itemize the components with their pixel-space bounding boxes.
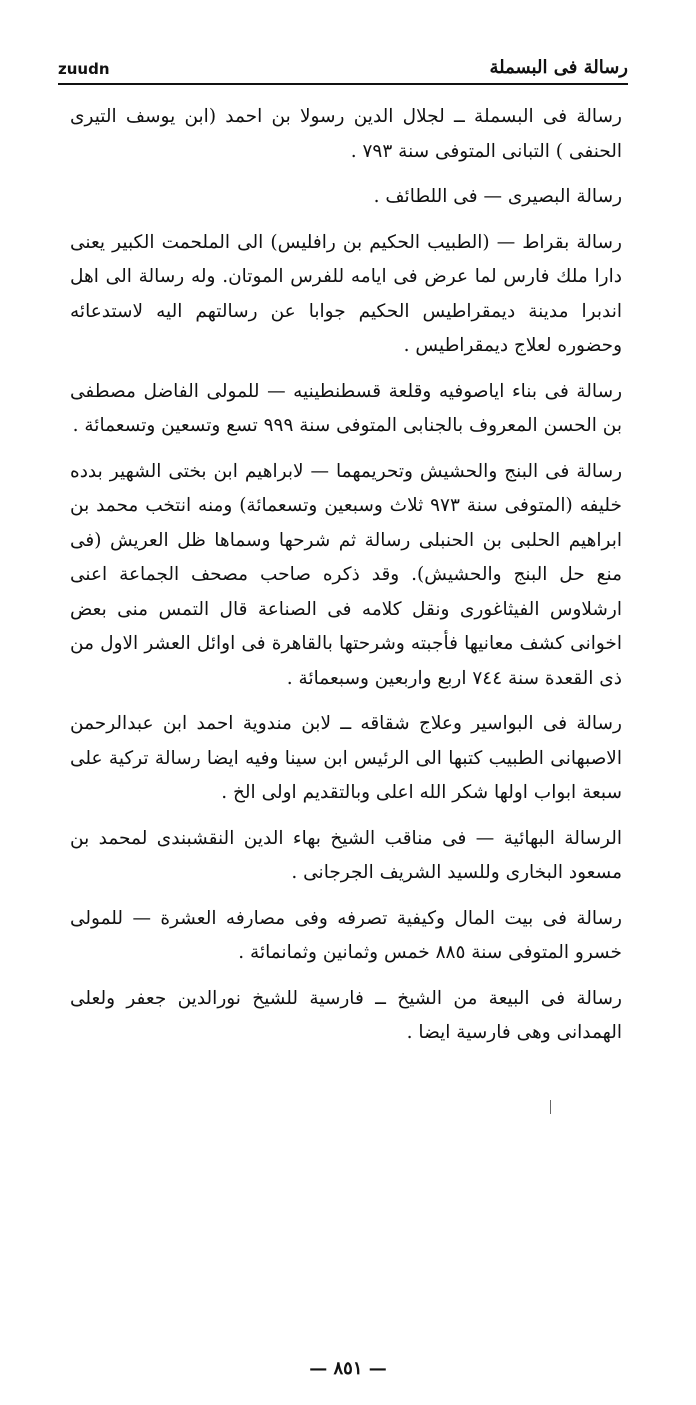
scan-mark xyxy=(550,1100,551,1114)
entry-text: رسالة فى بيت المال وكيفية تصرفه وفى مصارفه العشرة — للمولى خسرو المتوفى سنة ٨٨٥ خمس وثمانين وثمانمائة . xyxy=(70,907,622,963)
folio-code: zuudn xyxy=(58,60,110,78)
header-rule xyxy=(58,83,628,85)
entry-ayasofya xyxy=(70,375,622,444)
entry-bawasir xyxy=(70,707,622,811)
entry-text: رسالة البصيرى — فى اللطائف . xyxy=(373,186,622,207)
entry-text: رسالة فى البنج والحشيش وتحريمهما — لابراهيم ابن بختى الشهير بدده خليفه (المتوفى سنة ٩٧٣ ثلاث وسبعين وتسعمائة) ومنه انتخب محمد بن ابراهيم الحلبى بن الحنبلى رسالة ثم شرحها وسماها ظل العريش (فى منع حل البنج والحشيش). وقد ذكره صاحب مصحف الجماعة اعنى ارشلاوس الفيثاغوری ونقل كلامه فى الصناعة قال التمس منى بعض اخوانى كشف معانيها فأجبته وشرحتها بالقاهرة فى اوائل العشر الاول من ذى القعدة سنة ٧٤٤ اربع واربعين وسبعمائة . xyxy=(70,460,622,689)
entry-basmala xyxy=(70,100,622,169)
entry-buqrat xyxy=(70,226,622,364)
entry-text: رسالة بقراط — (الطبيب الحكيم بن رافليس) الى الملحمت الكبير يعنى دارا ملك فارس لما عرض فى ايامه للفرس الموتان. وله رسالة الى اهل اندبرا مدينة ديمقراطيس الحكيم جوابا عن رسالتهم اليه لاستدعائه وحضوره لعلاج ديمقراطيس . xyxy=(70,231,622,356)
entry-text: رسالة فى البواسير وعلاج شقاقه ــ لابن مندوية احمد ابن عبدالرحمن الاصبهانى الطبيب كتبها الى الرئيس ابن سينا وفيه ايضا رسالة تركية على سبعة ابواب اولها شكر الله اعلى وبالتقديم اولى الخ . xyxy=(70,713,622,803)
entry-basiri xyxy=(70,180,622,215)
entry-banj xyxy=(70,455,622,697)
entry-bayt-al-mal xyxy=(70,902,622,971)
running-title: رسالة فى البسملة xyxy=(489,57,628,78)
entry-bahaiya xyxy=(70,822,622,891)
entry-text: الرسالة البهائية — فى مناقب الشيخ بهاء الدين النقشبندى لمحمد بن مسعود البخارى وللسيد الشريف الجرجانى . xyxy=(70,827,622,883)
entry-text: رسالة فى بناء اياصوفيه وقلعة قسطنطينيه — للمولى الفاضل مصطفى بن الحسن المعروف بالجنابى المتوفى سنة ٩٩٩ تسع وتسعين وتسعمائة . xyxy=(70,380,622,436)
entry-text: رسالة فى البيعة من الشيخ ــ فارسية للشيخ نورالدين جعفر ولعلى الهمدانى وهى فارسية ايضا . xyxy=(70,987,622,1043)
entry-bayah xyxy=(70,982,622,1051)
entries-list xyxy=(70,100,622,1062)
page-header xyxy=(58,48,628,78)
page-number: — ٨٥١ — xyxy=(309,1358,387,1379)
entry-text: رسالة فى البسملة ــ لجلال الدين رسولا بن احمد (ابن يوسف التيرى الحنفى ) التبانى المتوفى سنة ٧٩٣ . xyxy=(70,106,622,162)
